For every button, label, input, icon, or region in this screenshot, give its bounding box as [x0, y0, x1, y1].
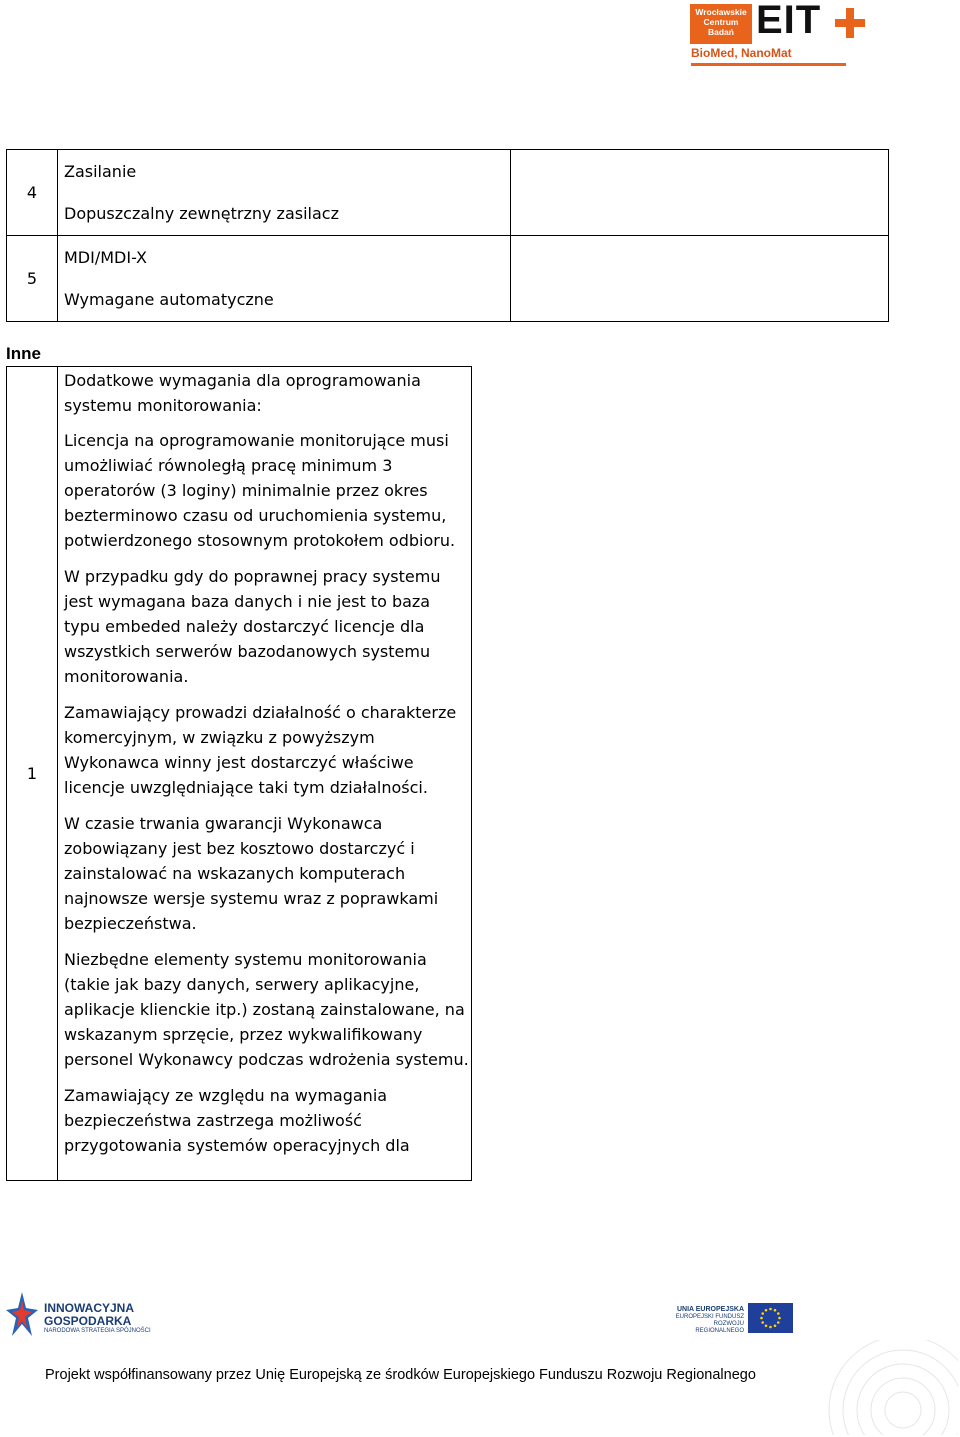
row-number: 1	[7, 367, 58, 1181]
row-number: 4	[7, 150, 58, 236]
watermark-pattern	[818, 1340, 958, 1435]
answer-cell	[511, 150, 889, 236]
paragraph: W czasie trwania gwarancji Wykonawca zobowiązany jest bez kosztowo dostarczyć i zainstalować na wskazanych komputerach najnowsze wersje systemu wraz z poprawkami bezpieczeństwa.	[64, 814, 439, 933]
paragraph: Zamawiający prowadzi działalność o charakterze komercyjnym, w związku z powyższym Wykonawca winny jest dostarczyć właściwe licencje uwzględniające taki tym działalności.	[64, 703, 457, 797]
section-heading: Inne	[6, 344, 41, 363]
logo-underline	[691, 63, 846, 66]
eu-logo	[668, 1303, 796, 1335]
logo-box-line: Badań	[708, 27, 734, 37]
row-content	[58, 367, 472, 1181]
logo-main-text: EIT	[756, 0, 822, 42]
row-content	[58, 236, 511, 322]
spec-table-1	[6, 149, 889, 322]
logo-box	[690, 4, 752, 44]
spec-table-2	[6, 366, 472, 1181]
row-title: MDI/MDI-X	[64, 248, 148, 267]
eit-logo	[690, 0, 870, 68]
innowacyjna-gospodarka-logo	[6, 1290, 166, 1342]
row-title: Zasilanie	[64, 162, 137, 181]
row-content	[58, 150, 511, 236]
eu-logo-line: EUROPEJSKI FUNDUSZ	[675, 1314, 744, 1320]
logo-box-line: Centrum	[703, 17, 739, 27]
plus-icon	[835, 8, 865, 38]
ig-logo-line: GOSPODARKA	[44, 1314, 132, 1328]
answer-cell	[511, 236, 889, 322]
row-value: Dopuszczalny zewnętrzny zasilacz	[64, 204, 339, 223]
ig-logo-line: INNOWACYJNA	[44, 1301, 135, 1315]
paragraph: Dodatkowe wymagania dla oprogramowania systemu monitorowania:	[64, 371, 421, 415]
eu-logo-text	[668, 1306, 744, 1335]
paragraph: Zamawiający ze względu na wymagania bezpieczeństwa zastrzega możliwość przygotowania systemów operacyjnych dla	[64, 1086, 410, 1155]
logo-subtitle: BioMed, NanoMat	[691, 46, 792, 60]
table-row	[7, 236, 889, 322]
eu-flag-icon	[748, 1303, 793, 1333]
logo-box-line: Wrocławskie	[695, 7, 747, 17]
table-row	[7, 150, 889, 236]
ig-logo-text	[44, 1302, 134, 1328]
table-row	[7, 367, 472, 1181]
eu-logo-line: UNIA EUROPEJSKA	[676, 1306, 744, 1313]
row-value: Wymagane automatyczne	[64, 290, 274, 309]
star-icon	[6, 1290, 38, 1340]
paragraph: W przypadku gdy do poprawnej pracy systemu jest wymagana baza danych i nie jest to baza typu embeded należy dostarczyć licencje dla wszystkich serwerów bazodanowych systemu monitorowania.	[64, 567, 441, 686]
row-number: 5	[7, 236, 58, 322]
paragraph: Licencja na oprogramowanie monitorujące musi umożliwiać równoległą pracę minimum 3 operatorów (3 loginy) minimalnie przez okres bezterminowo czasu od uruchomienia systemu, potwierdzonego stosownym protokołem odbioru.	[64, 431, 456, 550]
footer-text: Projekt współfinansowany przez Unię Europejską ze środków Europejskiego Funduszu Rozwoju Regionalnego	[45, 1367, 756, 1383]
eu-logo-line: ROZWOJU REGIONALNEGO	[695, 1321, 744, 1334]
ig-logo-subtext: NARODOWA STRATEGIA SPÓJNOŚCI	[44, 1328, 151, 1334]
paragraph: Niezbędne elementy systemu monitorowania (takie jak bazy danych, serwery aplikacyjne, aplikacje klienckie itp.) zostaną zainstalowane, na wskazanym sprzęcie, przez wykwalifikowany personel Wykonawcy podczas wdrożenia systemu.	[64, 950, 469, 1069]
